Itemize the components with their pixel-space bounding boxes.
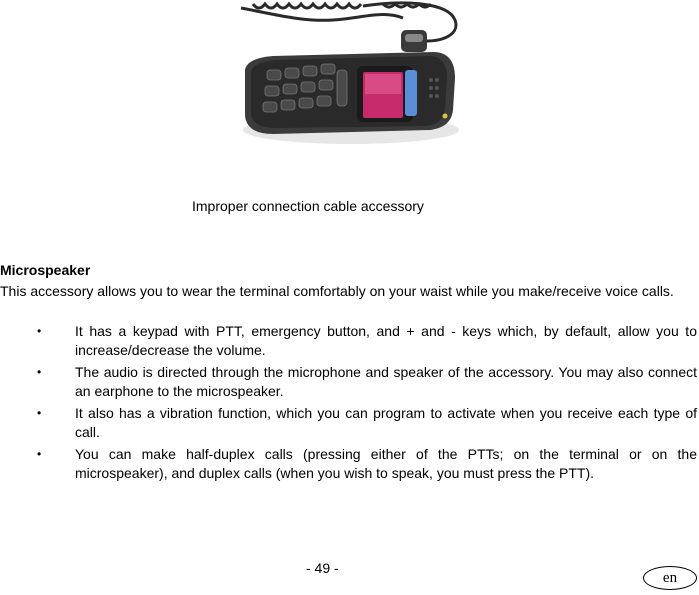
accessory-photo <box>233 0 464 150</box>
bullet-icon: • <box>37 324 42 338</box>
feature-list <box>0 322 697 486</box>
microspeaker-device-image <box>233 0 464 150</box>
bullet-icon: • <box>37 447 42 461</box>
section-title: Microspeaker <box>0 262 91 278</box>
list-item <box>0 404 697 442</box>
section-intro: This accessory allows you to wear the terminal comfortably on your waist while you make/receive voice calls. <box>0 283 674 299</box>
language-badge: en <box>643 566 697 590</box>
list-item-text: It has a keypad with PTT, emergency button, and + and - keys which, by default, allow you to increase/decrease the volume. <box>75 323 697 358</box>
list-item-text: You can make half-duplex calls (pressing either of the PTTs; on the terminal or on the microspeaker), and duplex calls (when you wish to speak, you must press the PTT). <box>75 446 697 481</box>
figure-caption: Improper connection cable accessory <box>192 198 424 214</box>
bullet-icon: • <box>37 406 42 420</box>
page-number: - 49 - <box>306 560 339 576</box>
list-item <box>0 363 697 401</box>
list-item <box>0 445 697 483</box>
list-item <box>0 322 697 360</box>
list-item-text: It also has a vibration function, which you can program to activate when you receive each type of call. <box>75 405 697 440</box>
bullet-icon: • <box>37 365 42 379</box>
list-item-text: The audio is directed through the microphone and speaker of the accessory. You may also connect an earphone to the microspeaker. <box>75 364 697 399</box>
